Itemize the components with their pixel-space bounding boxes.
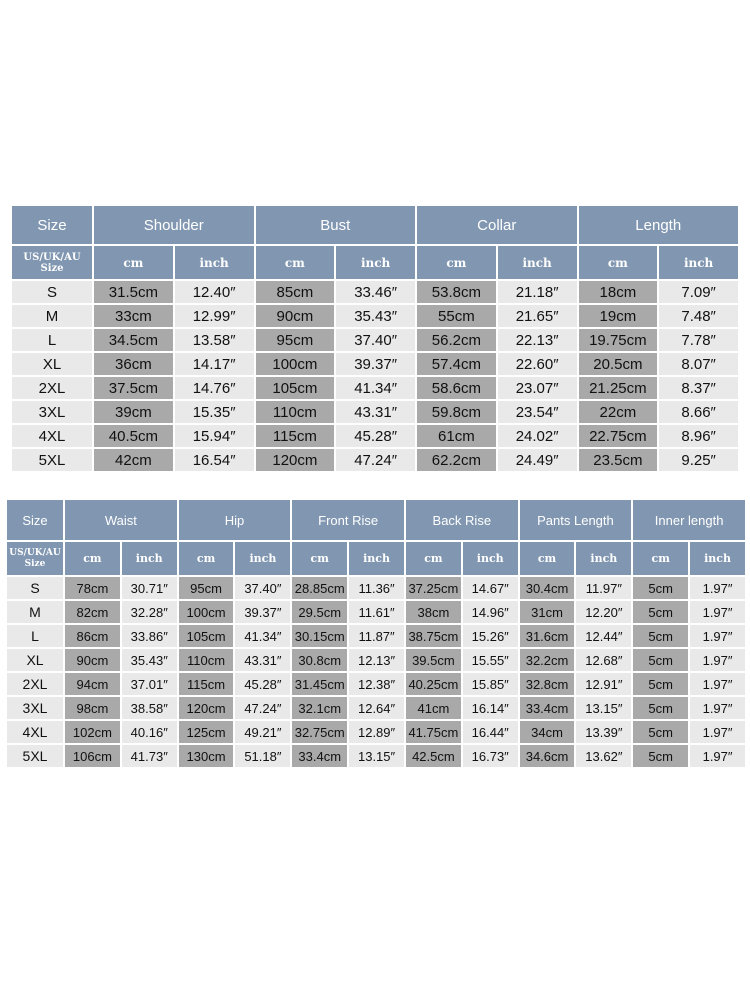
cm-value-cell: 33cm	[94, 305, 173, 327]
inch-value-cell: 15.94″	[175, 425, 254, 447]
cm-value-cell: 90cm	[65, 649, 120, 671]
inch-value-cell: 30.71″	[122, 577, 177, 599]
cm-value-cell: 120cm	[179, 697, 234, 719]
unit-cm-header: cm	[256, 246, 335, 279]
cm-value-cell: 115cm	[179, 673, 234, 695]
size-region-label: US/UK/AU	[23, 251, 81, 263]
cm-value-cell: 31.5cm	[94, 281, 173, 303]
inch-value-cell: 47.24″	[336, 449, 415, 471]
inch-value-cell: 11.87″	[349, 625, 404, 647]
table-row	[12, 377, 738, 399]
inch-value-cell: 22.13″	[498, 329, 577, 351]
unit-inch-header: inch	[690, 542, 745, 575]
inch-value-cell: 1.97″	[690, 577, 745, 599]
cm-value-cell: 5cm	[633, 577, 688, 599]
cm-value-cell: 42cm	[94, 449, 173, 471]
inch-value-cell: 22.60″	[498, 353, 577, 375]
table-row	[12, 305, 738, 327]
inch-value-cell: 8.07″	[659, 353, 738, 375]
table-row	[12, 329, 738, 351]
inch-value-cell: 1.97″	[690, 721, 745, 743]
table-row	[12, 281, 738, 303]
cm-value-cell: 105cm	[256, 377, 335, 399]
inch-value-cell: 51.18″	[235, 745, 290, 767]
table-row	[7, 673, 745, 695]
cm-value-cell: 5cm	[633, 601, 688, 623]
cm-value-cell: 37.25cm	[406, 577, 461, 599]
inch-value-cell: 12.20″	[576, 601, 631, 623]
cm-value-cell: 98cm	[65, 697, 120, 719]
cm-value-cell: 29.5cm	[292, 601, 347, 623]
inch-value-cell: 12.91″	[576, 673, 631, 695]
cm-value-cell: 5cm	[633, 673, 688, 695]
inch-value-cell: 1.97″	[690, 601, 745, 623]
size-cell: 4XL	[12, 425, 92, 447]
group-header-row	[12, 206, 738, 244]
group-header-bust: Bust	[256, 206, 416, 244]
group-header-row	[7, 500, 745, 540]
unit-cm-header: cm	[292, 542, 347, 575]
unit-cm-header: cm	[179, 542, 234, 575]
size-cell: M	[12, 305, 92, 327]
cm-value-cell: 90cm	[256, 305, 335, 327]
unit-inch-header: inch	[576, 542, 631, 575]
inch-value-cell: 35.43″	[336, 305, 415, 327]
cm-value-cell: 105cm	[179, 625, 234, 647]
cm-value-cell: 38cm	[406, 601, 461, 623]
inch-value-cell: 15.35″	[175, 401, 254, 423]
group-header-length: Length	[579, 206, 739, 244]
cm-value-cell: 130cm	[179, 745, 234, 767]
size-region-label: US/UK/AU	[9, 547, 61, 558]
cm-value-cell: 22.75cm	[579, 425, 658, 447]
unit-cm-header: cm	[406, 542, 461, 575]
inch-value-cell: 43.31″	[336, 401, 415, 423]
size-cell: 4XL	[7, 721, 63, 743]
unit-cm-header: cm	[417, 246, 496, 279]
inch-value-cell: 12.64″	[349, 697, 404, 719]
cm-value-cell: 106cm	[65, 745, 120, 767]
table-row	[7, 601, 745, 623]
cm-value-cell: 32.1cm	[292, 697, 347, 719]
group-header-front-rise: Front Rise	[292, 500, 404, 540]
cm-value-cell: 86cm	[65, 625, 120, 647]
cm-value-cell: 55cm	[417, 305, 496, 327]
size-cell: 5XL	[7, 745, 63, 767]
inch-value-cell: 37.40″	[235, 577, 290, 599]
cm-value-cell: 31.45cm	[292, 673, 347, 695]
unit-cm-header: cm	[633, 542, 688, 575]
inch-value-cell: 16.54″	[175, 449, 254, 471]
cm-value-cell: 20.5cm	[579, 353, 658, 375]
cm-value-cell: 34.5cm	[94, 329, 173, 351]
cm-value-cell: 39.5cm	[406, 649, 461, 671]
inch-value-cell: 23.54″	[498, 401, 577, 423]
size-cell: 2XL	[7, 673, 63, 695]
cm-value-cell: 21.25cm	[579, 377, 658, 399]
inch-value-cell: 15.85″	[463, 673, 518, 695]
size-cell: S	[12, 281, 92, 303]
inch-value-cell: 47.24″	[235, 697, 290, 719]
inch-value-cell: 8.37″	[659, 377, 738, 399]
unit-header-row	[7, 542, 745, 575]
cm-value-cell: 100cm	[256, 353, 335, 375]
inch-value-cell: 1.97″	[690, 673, 745, 695]
cm-value-cell: 62.2cm	[417, 449, 496, 471]
top-size-chart	[10, 204, 740, 473]
cm-value-cell: 58.6cm	[417, 377, 496, 399]
inch-value-cell: 16.14″	[463, 697, 518, 719]
bottom-size-chart	[5, 498, 747, 769]
cm-value-cell: 53.8cm	[417, 281, 496, 303]
group-header-back-rise: Back Rise	[406, 500, 518, 540]
cm-value-cell: 5cm	[633, 625, 688, 647]
inch-value-cell: 12.40″	[175, 281, 254, 303]
inch-value-cell: 33.46″	[336, 281, 415, 303]
size-cell: L	[7, 625, 63, 647]
cm-value-cell: 18cm	[579, 281, 658, 303]
size-region-header	[7, 542, 63, 575]
cm-value-cell: 95cm	[179, 577, 234, 599]
unit-inch-header: inch	[336, 246, 415, 279]
cm-value-cell: 32.2cm	[520, 649, 575, 671]
table-row	[12, 353, 738, 375]
inch-value-cell: 37.01″	[122, 673, 177, 695]
group-header-pants-length: Pants Length	[520, 500, 632, 540]
inch-value-cell: 1.97″	[690, 649, 745, 671]
cm-value-cell: 32.75cm	[292, 721, 347, 743]
inch-value-cell: 11.61″	[349, 601, 404, 623]
cm-value-cell: 40.5cm	[94, 425, 173, 447]
inch-value-cell: 45.28″	[235, 673, 290, 695]
group-header-hip: Hip	[179, 500, 291, 540]
inch-value-cell: 12.89″	[349, 721, 404, 743]
size-cell: XL	[12, 353, 92, 375]
inch-value-cell: 49.21″	[235, 721, 290, 743]
cm-value-cell: 22cm	[579, 401, 658, 423]
inch-value-cell: 7.78″	[659, 329, 738, 351]
cm-value-cell: 34cm	[520, 721, 575, 743]
inch-value-cell: 13.62″	[576, 745, 631, 767]
cm-value-cell: 23.5cm	[579, 449, 658, 471]
cm-value-cell: 36cm	[94, 353, 173, 375]
inch-value-cell: 1.97″	[690, 625, 745, 647]
cm-value-cell: 42.5cm	[406, 745, 461, 767]
cm-value-cell: 33.4cm	[520, 697, 575, 719]
inch-value-cell: 38.58″	[122, 697, 177, 719]
unit-cm-header: cm	[520, 542, 575, 575]
inch-value-cell: 1.97″	[690, 745, 745, 767]
inch-value-cell: 32.28″	[122, 601, 177, 623]
inch-value-cell: 11.97″	[576, 577, 631, 599]
table-row	[12, 425, 738, 447]
cm-value-cell: 5cm	[633, 721, 688, 743]
unit-cm-header: cm	[65, 542, 120, 575]
cm-value-cell: 5cm	[633, 697, 688, 719]
table-row	[7, 745, 745, 767]
inch-value-cell: 13.15″	[576, 697, 631, 719]
cm-value-cell: 31.6cm	[520, 625, 575, 647]
inch-value-cell: 41.34″	[336, 377, 415, 399]
group-header-shoulder: Shoulder	[94, 206, 254, 244]
cm-value-cell: 57.4cm	[417, 353, 496, 375]
table-row	[7, 577, 745, 599]
size-cell: L	[12, 329, 92, 351]
size-cell: 3XL	[7, 697, 63, 719]
cm-value-cell: 32.8cm	[520, 673, 575, 695]
group-header-waist: Waist	[65, 500, 177, 540]
cm-value-cell: 120cm	[256, 449, 335, 471]
inch-value-cell: 12.13″	[349, 649, 404, 671]
cm-value-cell: 41cm	[406, 697, 461, 719]
inch-value-cell: 33.86″	[122, 625, 177, 647]
unit-header-row	[12, 246, 738, 279]
cm-value-cell: 82cm	[65, 601, 120, 623]
inch-value-cell: 11.36″	[349, 577, 404, 599]
cm-value-cell: 110cm	[179, 649, 234, 671]
size-sub-label: Size	[40, 262, 64, 274]
cm-value-cell: 30.15cm	[292, 625, 347, 647]
cm-value-cell: 34.6cm	[520, 745, 575, 767]
cm-value-cell: 39cm	[94, 401, 173, 423]
table-row	[12, 401, 738, 423]
size-cell: 2XL	[12, 377, 92, 399]
inch-value-cell: 13.15″	[349, 745, 404, 767]
inch-value-cell: 12.38″	[349, 673, 404, 695]
cm-value-cell: 38.75cm	[406, 625, 461, 647]
size-cell: XL	[7, 649, 63, 671]
cm-value-cell: 41.75cm	[406, 721, 461, 743]
inch-value-cell: 13.58″	[175, 329, 254, 351]
cm-value-cell: 28.85cm	[292, 577, 347, 599]
unit-cm-header: cm	[579, 246, 658, 279]
bottom-table-body	[7, 577, 745, 767]
inch-value-cell: 21.65″	[498, 305, 577, 327]
size-cell: 5XL	[12, 449, 92, 471]
inch-value-cell: 1.97″	[690, 697, 745, 719]
inch-value-cell: 12.44″	[576, 625, 631, 647]
inch-value-cell: 37.40″	[336, 329, 415, 351]
cm-value-cell: 85cm	[256, 281, 335, 303]
cm-value-cell: 19.75cm	[579, 329, 658, 351]
cm-value-cell: 33.4cm	[292, 745, 347, 767]
group-header-collar: Collar	[417, 206, 577, 244]
inch-value-cell: 24.49″	[498, 449, 577, 471]
inch-value-cell: 8.66″	[659, 401, 738, 423]
cm-value-cell: 5cm	[633, 745, 688, 767]
inch-value-cell: 40.16″	[122, 721, 177, 743]
inch-value-cell: 24.02″	[498, 425, 577, 447]
unit-inch-header: inch	[122, 542, 177, 575]
size-cell: 3XL	[12, 401, 92, 423]
inch-value-cell: 41.34″	[235, 625, 290, 647]
inch-value-cell: 21.18″	[498, 281, 577, 303]
inch-value-cell: 12.68″	[576, 649, 631, 671]
cm-value-cell: 59.8cm	[417, 401, 496, 423]
inch-value-cell: 39.37″	[336, 353, 415, 375]
inch-value-cell: 23.07″	[498, 377, 577, 399]
cm-value-cell: 102cm	[65, 721, 120, 743]
inch-value-cell: 45.28″	[336, 425, 415, 447]
unit-inch-header: inch	[498, 246, 577, 279]
inch-value-cell: 13.39″	[576, 721, 631, 743]
cm-value-cell: 95cm	[256, 329, 335, 351]
unit-cm-header: cm	[94, 246, 173, 279]
inch-value-cell: 14.67″	[463, 577, 518, 599]
cm-value-cell: 56.2cm	[417, 329, 496, 351]
size-header: Size	[7, 500, 63, 540]
cm-value-cell: 115cm	[256, 425, 335, 447]
cm-value-cell: 110cm	[256, 401, 335, 423]
size-header: Size	[12, 206, 92, 244]
size-sub-label: Size	[24, 558, 46, 569]
inch-value-cell: 14.76″	[175, 377, 254, 399]
inch-value-cell: 16.44″	[463, 721, 518, 743]
inch-value-cell: 7.09″	[659, 281, 738, 303]
inch-value-cell: 16.73″	[463, 745, 518, 767]
table-row	[7, 625, 745, 647]
inch-value-cell: 41.73″	[122, 745, 177, 767]
table-row	[7, 697, 745, 719]
cm-value-cell: 19cm	[579, 305, 658, 327]
cm-value-cell: 40.25cm	[406, 673, 461, 695]
cm-value-cell: 37.5cm	[94, 377, 173, 399]
unit-inch-header: inch	[235, 542, 290, 575]
table-row	[7, 721, 745, 743]
group-header-inner-length: Inner length	[633, 500, 745, 540]
inch-value-cell: 15.26″	[463, 625, 518, 647]
unit-inch-header: inch	[349, 542, 404, 575]
cm-value-cell: 31cm	[520, 601, 575, 623]
inch-value-cell: 8.96″	[659, 425, 738, 447]
cm-value-cell: 30.4cm	[520, 577, 575, 599]
inch-value-cell: 12.99″	[175, 305, 254, 327]
top-table-body	[12, 281, 738, 471]
unit-inch-header: inch	[175, 246, 254, 279]
inch-value-cell: 9.25″	[659, 449, 738, 471]
inch-value-cell: 14.96″	[463, 601, 518, 623]
unit-inch-header: inch	[659, 246, 738, 279]
size-cell: M	[7, 601, 63, 623]
inch-value-cell: 43.31″	[235, 649, 290, 671]
inch-value-cell: 39.37″	[235, 601, 290, 623]
cm-value-cell: 94cm	[65, 673, 120, 695]
size-region-header	[12, 246, 92, 279]
table-row	[12, 449, 738, 471]
cm-value-cell: 30.8cm	[292, 649, 347, 671]
cm-value-cell: 61cm	[417, 425, 496, 447]
inch-value-cell: 14.17″	[175, 353, 254, 375]
unit-inch-header: inch	[463, 542, 518, 575]
inch-value-cell: 15.55″	[463, 649, 518, 671]
cm-value-cell: 78cm	[65, 577, 120, 599]
cm-value-cell: 100cm	[179, 601, 234, 623]
inch-value-cell: 35.43″	[122, 649, 177, 671]
cm-value-cell: 5cm	[633, 649, 688, 671]
inch-value-cell: 7.48″	[659, 305, 738, 327]
size-cell: S	[7, 577, 63, 599]
table-row	[7, 649, 745, 671]
cm-value-cell: 125cm	[179, 721, 234, 743]
